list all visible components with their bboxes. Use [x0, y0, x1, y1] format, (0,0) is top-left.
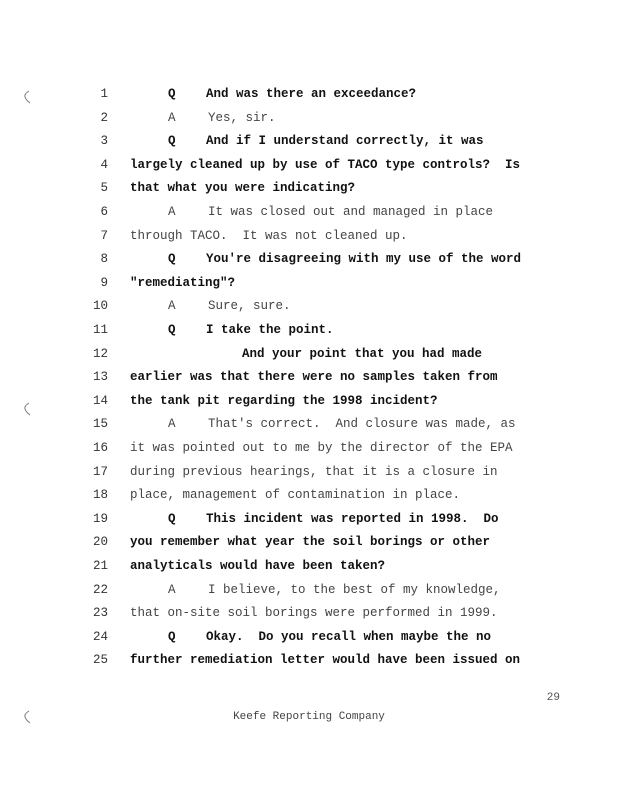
- line-number: 12: [92, 346, 108, 361]
- line-text: earlier was that there were no samples taken from: [130, 370, 498, 385]
- line-text: That's correct. And closure was made, as: [208, 417, 516, 432]
- transcript-line: [0, 485, 618, 505]
- line-number: 5: [100, 181, 108, 196]
- line-text: Yes, sir.: [208, 110, 276, 125]
- line-text: I believe, to the best of my knowledge,: [208, 582, 501, 597]
- transcript-line: [0, 650, 618, 670]
- line-number: 9: [100, 275, 108, 290]
- transcript-line: [0, 108, 618, 128]
- line-text: during previous hearings, that it is a closure in: [130, 464, 498, 479]
- line-number: 25: [92, 653, 108, 668]
- line-text: "remediating"?: [130, 275, 236, 290]
- speaker-label: Q: [168, 87, 176, 101]
- transcript-line: [0, 462, 618, 482]
- transcript-line: [0, 84, 618, 104]
- line-number: 11: [92, 323, 108, 337]
- line-text: I take the point.: [206, 323, 334, 337]
- transcript-line: [0, 178, 618, 198]
- line-text: It was closed out and managed in place: [208, 205, 494, 219]
- line-number: 6: [100, 205, 108, 219]
- transcript-line: [0, 438, 618, 458]
- transcript-line: [0, 320, 618, 340]
- line-text: Sure, sure.: [208, 299, 291, 314]
- line-number: 21: [92, 559, 108, 573]
- line-text: that on-site soil borings were performed in 1999.: [130, 606, 498, 621]
- line-text: analyticals would have been taken?: [130, 559, 386, 573]
- line-number: 2: [100, 110, 108, 125]
- line-text: you remember what year the soil borings or other: [130, 535, 491, 550]
- transcript-line: [0, 296, 618, 316]
- speaker-label: Q: [168, 134, 176, 149]
- transcript-line: [0, 627, 618, 647]
- transcript-line: [0, 367, 618, 387]
- footer-reporter-name: Keefe Reporting Company: [233, 711, 385, 723]
- transcript-line: [0, 131, 618, 151]
- transcript-line: [0, 414, 618, 434]
- line-number: 4: [100, 157, 108, 172]
- line-text: place, management of contamination in place.: [130, 488, 461, 503]
- line-text: Okay. Do you recall when maybe the no: [206, 629, 492, 644]
- transcript-line: [0, 391, 618, 411]
- line-number: 7: [100, 228, 108, 243]
- transcript-line: [0, 226, 618, 246]
- line-number: 10: [92, 299, 108, 314]
- speaker-label: A: [168, 110, 176, 125]
- line-number: 16: [92, 441, 108, 455]
- line-text: And if I understand correctly, it was: [206, 134, 484, 149]
- line-text: This incident was reported in 1998. Do: [206, 511, 499, 526]
- line-text: it was pointed out to me by the director of the EPA: [130, 441, 513, 455]
- line-text: And was there an exceedance?: [206, 87, 417, 101]
- transcript-line: [0, 603, 618, 623]
- transcript-line: [0, 509, 618, 529]
- line-number: 17: [92, 464, 108, 479]
- transcript-line: [0, 580, 618, 600]
- speaker-label: A: [168, 417, 176, 432]
- line-number: 20: [92, 535, 108, 550]
- transcript-line: [0, 155, 618, 175]
- line-number: 13: [92, 370, 108, 385]
- margin-mark: [22, 402, 32, 416]
- margin-mark: [22, 90, 32, 104]
- speaker-label: Q: [168, 511, 176, 526]
- line-text: through TACO. It was not cleaned up.: [130, 228, 408, 243]
- speaker-label: A: [168, 205, 176, 219]
- line-number: 3: [100, 134, 108, 149]
- line-number: 23: [92, 606, 108, 621]
- speaker-label: A: [168, 582, 176, 597]
- transcript-line: [0, 249, 618, 269]
- line-text: You're disagreeing with my use of the word: [206, 252, 522, 267]
- line-number: 19: [92, 511, 108, 526]
- speaker-label: Q: [168, 629, 176, 644]
- line-number: 1: [100, 87, 108, 101]
- line-number: 15: [92, 417, 108, 432]
- line-number: 24: [92, 629, 108, 644]
- line-text: And your point that you had made: [242, 346, 483, 361]
- transcript-line: [0, 273, 618, 293]
- line-text: largely cleaned up by use of TACO type controls? Is: [130, 157, 521, 172]
- page-number: 29: [546, 692, 560, 704]
- line-number: 22: [92, 582, 108, 597]
- line-text: that what you were indicating?: [130, 181, 356, 196]
- line-number: 14: [92, 393, 108, 408]
- transcript-line: [0, 202, 618, 222]
- speaker-label: Q: [168, 323, 176, 337]
- speaker-label: A: [168, 299, 176, 314]
- transcript-line: [0, 344, 618, 364]
- line-text: the tank pit regarding the 1998 incident?: [130, 393, 438, 408]
- line-number: 8: [100, 252, 108, 267]
- speaker-label: Q: [168, 252, 176, 267]
- line-number: 18: [92, 488, 108, 503]
- transcript-line: [0, 532, 618, 552]
- transcript-line: [0, 556, 618, 576]
- line-text: further remediation letter would have been issued on: [130, 653, 521, 668]
